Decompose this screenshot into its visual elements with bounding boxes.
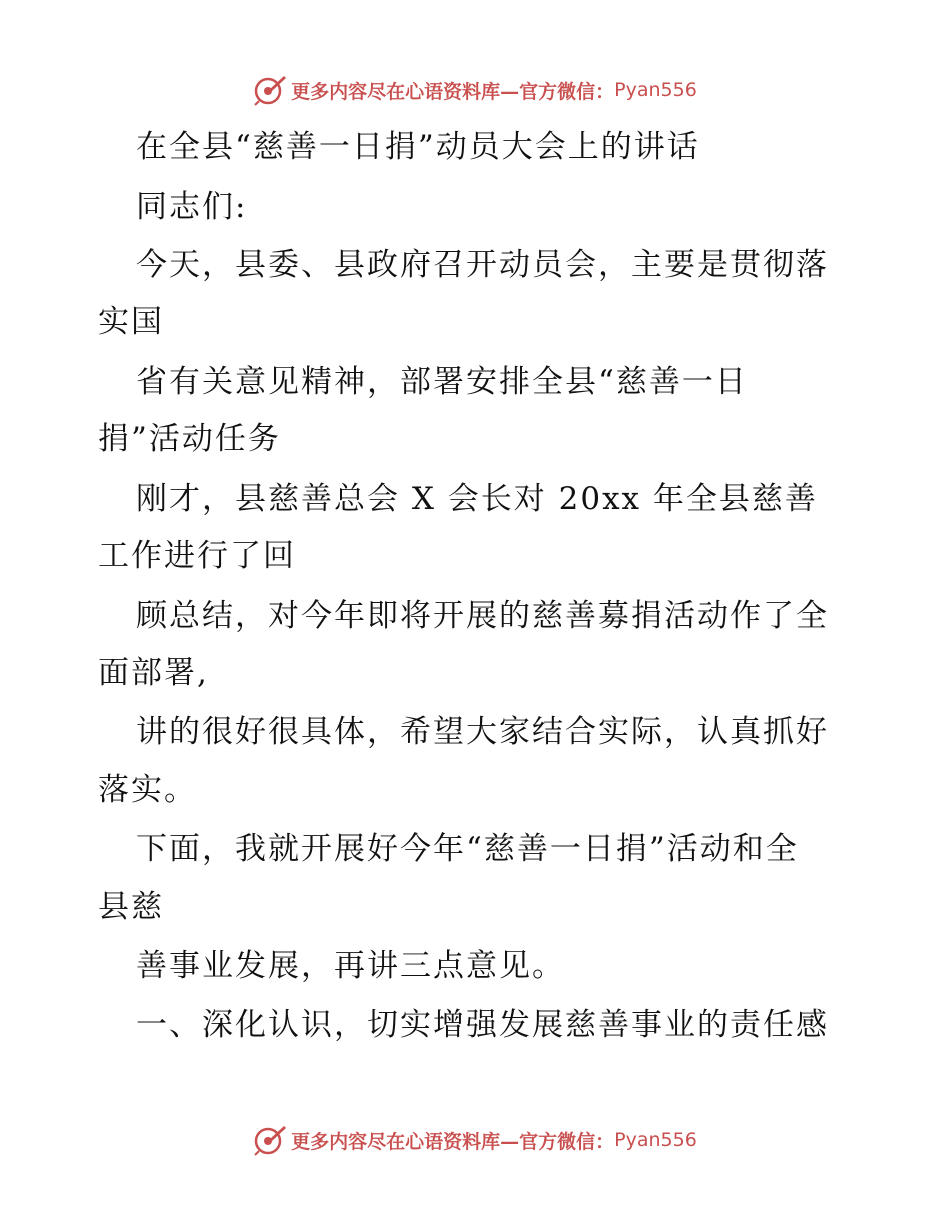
text-line: 省有关意见精神，部署安排全县“慈善一日 <box>136 364 748 400</box>
text-line: 刚才，县慈善总会 X 会长对 20xx 年全县慈善 <box>136 481 818 517</box>
text-line: 讲的很好很具体，希望大家结合实际，认真抓好 <box>136 714 829 750</box>
text-line: 面部署, <box>98 655 209 691</box>
text-line: 今天，县委、县政府召开动员会，主要是贯彻落 <box>136 247 829 283</box>
watermark-text: 更多内容尽在心语资料库—官方微信： <box>291 80 615 103</box>
watermark-text: 更多内容尽在心语资料库—官方微信： <box>291 1130 615 1153</box>
text-line: 县慈 <box>98 889 164 925</box>
text-line: 工作进行了回 <box>98 538 296 574</box>
pen-logo-icon <box>253 1123 287 1157</box>
watermark-id: Pyan556 <box>614 79 697 101</box>
text-line: 捐”活动任务 <box>98 421 281 457</box>
text-line: 落实。 <box>98 772 197 808</box>
text-line: 顾总结，对今年即将开展的慈善募捐活动作了全 <box>136 598 829 634</box>
text-line: 善事业发展，再讲三点意见。 <box>136 948 565 984</box>
text-line: 下面，我就开展好今年“慈善一日捐”活动和全 <box>136 831 799 867</box>
section-heading: 一、深化认识，切实增强发展慈善事业的责任感 <box>136 1007 829 1043</box>
document-title: 在全县“慈善一日捐”动员大会上的讲话 <box>136 129 700 165</box>
text-line: 实国 <box>98 304 164 340</box>
salutation: 同志们: <box>136 189 248 225</box>
footer-watermark <box>0 1120 950 1160</box>
watermark-id: Pyan556 <box>614 1129 697 1151</box>
